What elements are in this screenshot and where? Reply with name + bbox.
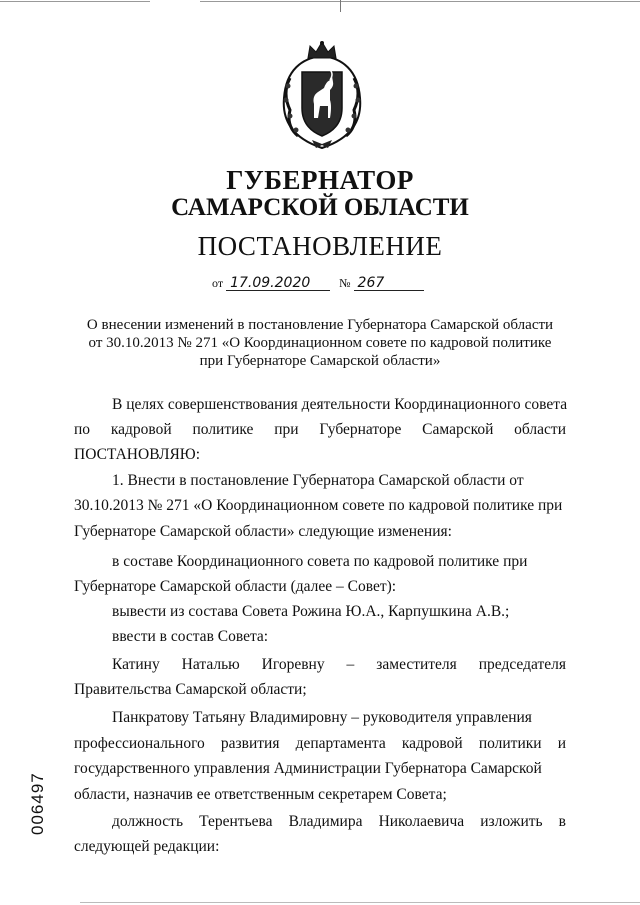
subject-line: при Губернаторе Самарской области» xyxy=(199,353,441,369)
handwritten-date: 17.09.2020 xyxy=(226,276,330,291)
body-line: ввести в состав Совета: xyxy=(112,628,269,645)
title-governor: ГУБЕРНАТОР xyxy=(226,165,414,195)
body-line: государственного управления Администрации Губернатора Самарской xyxy=(74,760,542,777)
body-line: по кадровой политике при Губернаторе Самарской области xyxy=(74,421,566,438)
body-line: Правительства Самарской области; xyxy=(74,681,307,698)
body-line: вывести из состава Совета Рожина Ю.А., Карпушкина А.В.; xyxy=(112,603,510,620)
body-line: в составе Координационного совета по кадровой политике при xyxy=(112,553,528,570)
body-line: Катину Наталью Игоревну – заместителя председателя xyxy=(112,656,566,673)
body-line: В целях совершенствования деятельности Координационного совета xyxy=(112,396,568,413)
subject-line: О внесении изменений в постановление Губернатора Самарской области xyxy=(86,317,554,333)
body-line: Губернаторе Самарской области (далее – Совет): xyxy=(74,578,397,595)
body-line: профессионального развития департамента кадровой политики и xyxy=(74,735,566,752)
subject-line: от 30.10.2013 № 271 «О Координационном совете по кадровой политике xyxy=(88,335,552,351)
body-line: области, назначив ее ответственным секретарем Совета; xyxy=(74,786,447,803)
scan-line-bottom xyxy=(80,902,640,903)
handwritten-number: 267 xyxy=(354,276,424,291)
body-line: следующей редакции: xyxy=(74,838,220,855)
body-line: 30.10.2013 № 271 «О Координационном совете по кадровой политике при xyxy=(74,497,563,514)
body-line: Панкратову Татьяну Владимировну – руководителя управления xyxy=(112,709,532,726)
document-body xyxy=(74,0,566,905)
margin-serial-number: 006497 xyxy=(28,772,47,835)
body-line: должность Терентьева Владимира Николаевича изложить в xyxy=(112,813,566,830)
body-line: 1. Внести в постановление Губернатора Самарской области от xyxy=(112,472,524,489)
title-region: САМАРСКОЙ ОБЛАСТИ xyxy=(171,194,469,221)
date-prefix: от xyxy=(212,276,224,290)
body-line: Губернаторе Самарской области» следующие изменения: xyxy=(74,523,452,540)
document-type: ПОСТАНОВЛЕНИЕ xyxy=(197,231,443,261)
body-line: ПОСТАНОВЛЯЮ: xyxy=(74,446,201,463)
number-prefix: № xyxy=(339,276,351,290)
